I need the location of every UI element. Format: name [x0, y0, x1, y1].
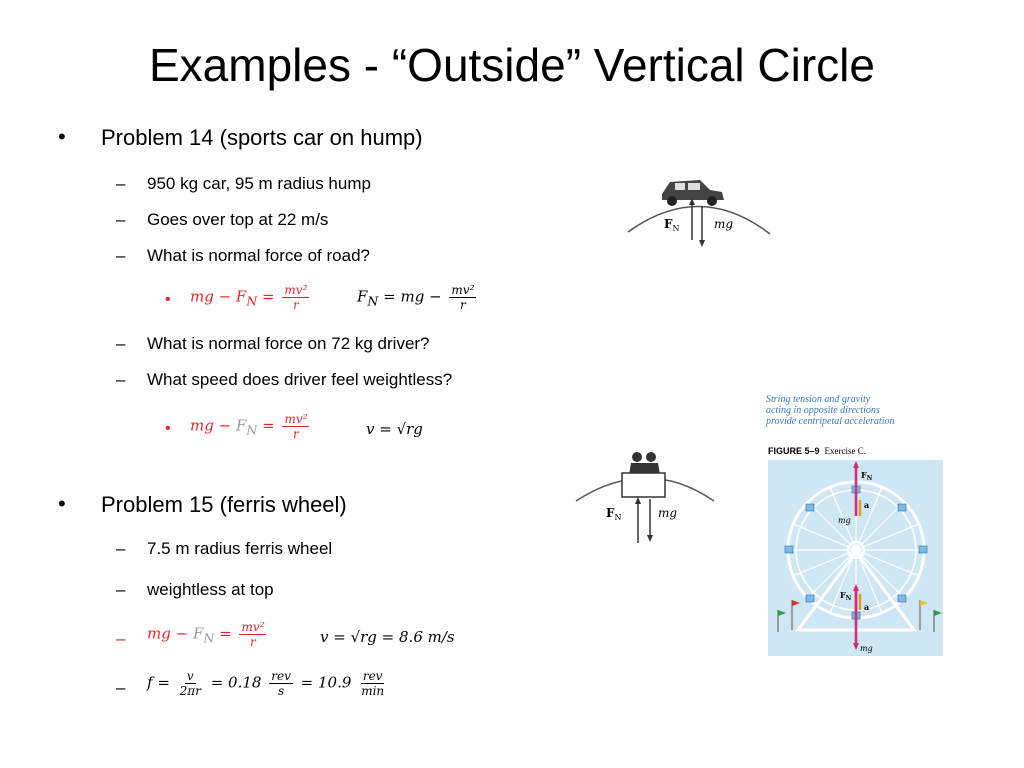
bottom-mg-label: mg — [860, 644, 873, 653]
bottom-fn-label: $F_N$ — [840, 590, 852, 602]
slide-title: Examples - “Outside” Vertical Circle — [149, 39, 875, 91]
bullet-dot: • — [58, 491, 66, 516]
top-a-label: a — [864, 500, 870, 510]
figure-label: FIGURE 5–9 Exercise C. — [768, 446, 867, 456]
problem14-item: What is normal force on 72 kg driver? — [147, 334, 430, 353]
mg-label: mg — [658, 506, 678, 520]
figure-caption: String tension and gravity acting in opposite directions provide centripetal acceleration — [766, 394, 895, 427]
dash-marker: – — [116, 210, 126, 229]
problem15-heading: Problem 15 (ferris wheel) — [101, 492, 347, 517]
top-mg-label: mg — [838, 516, 851, 525]
problem15-item: 7.5 m radius ferris wheel — [147, 539, 333, 558]
top-fn-label: $F_N$ — [861, 470, 873, 482]
dash-marker: – — [116, 629, 126, 648]
hump-arc — [628, 206, 770, 234]
dash-marker: – — [116, 174, 126, 193]
problem14-item: What is normal force of road? — [147, 246, 370, 265]
equation-3-right: v = √rg = 8.6 m/s — [320, 628, 455, 646]
dash-marker: – — [116, 246, 126, 265]
problem15-item: weightless at top — [147, 580, 274, 599]
equation-3-left: mg − $F_N$ = $\frac{\text{mv²}}{r}$ — [147, 620, 265, 649]
dash-marker: – — [116, 539, 126, 558]
riders-icon — [629, 452, 660, 475]
bottom-a-label: a — [864, 602, 870, 612]
problem14-heading: Problem 14 (sports car on hump) — [101, 125, 423, 150]
problem14-item: Goes over top at 22 m/s — [147, 210, 329, 229]
mg-label: mg — [714, 217, 734, 231]
equation-2-left: mg − $F_N$ = $\frac{\text{mv²}}{r}$ — [190, 412, 308, 441]
equation-1-right: $F_N$ = mg − $\frac{\text{mv²}}{r}$ — [357, 283, 475, 312]
car-hump-diagram — [620, 170, 780, 255]
fn-label: $F_N$ — [664, 217, 680, 233]
dash-marker: – — [116, 370, 126, 389]
red-bullet: • — [165, 420, 171, 437]
equation-1-left: mg − $F_N$ = $\frac{\text{mv²}}{r}$ — [190, 283, 308, 312]
red-bullet: • — [165, 291, 171, 308]
equation-2-right: v = √rg — [366, 420, 423, 438]
problem14-item: What speed does driver feel weightless? — [147, 370, 453, 389]
bullet-dot: • — [58, 124, 66, 149]
ferris-top-diagram — [572, 445, 722, 545]
dash-marker: – — [116, 334, 126, 353]
dash-marker: – — [116, 678, 126, 697]
ferris-wheel-figure — [768, 460, 943, 656]
problem14-item: 950 kg car, 95 m radius hump — [147, 174, 371, 193]
equation-4: f = $\frac{v}{2\pi r}$ = 0.18 $\frac{\text{rev}}{s}$ = 10.9 $\frac{\text{rev}}{\min}$ — [147, 669, 385, 698]
dash-marker: – — [116, 580, 126, 599]
fn-label: $F_N$ — [606, 506, 622, 522]
gondola-box — [622, 473, 665, 497]
